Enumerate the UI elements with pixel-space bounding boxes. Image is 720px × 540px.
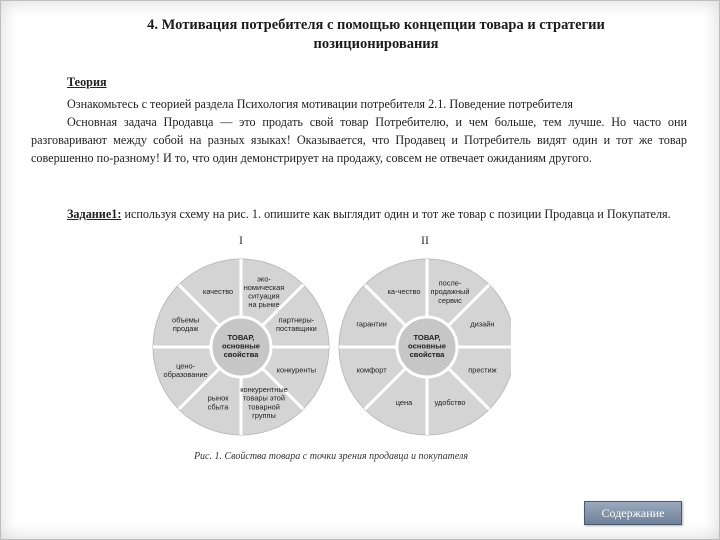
- seller-segment-label: конкуренты: [276, 365, 317, 375]
- seller-segment-label: качество: [202, 287, 234, 297]
- theory-heading: Теория: [67, 75, 107, 89]
- buyer-segment-label: престиж: [468, 365, 497, 375]
- buyer-segment-label: гарантии: [356, 319, 387, 329]
- title-line-1: 4. Мотивация потребителя с помощью концепции товара и стратегии: [147, 17, 605, 33]
- task-text: используя схему на рис. 1. опишите как выглядит один и тот же товар с позиции Продавца и Покупателя.: [121, 207, 671, 221]
- diagram-label-ii: II: [421, 233, 429, 247]
- buyer-segment-label: комфорт: [356, 365, 387, 375]
- seller-segment-label: группы: [252, 410, 276, 420]
- buyer-center-label: ТОВАР,: [413, 333, 441, 342]
- seller-center-label: ТОВАР,: [227, 333, 255, 342]
- task-label: Задание1:: [67, 207, 122, 221]
- buyer-segment-label: удобство: [434, 398, 466, 407]
- buyer-segment-label: цена: [395, 398, 413, 407]
- contents-button[interactable]: Содержание: [584, 501, 682, 525]
- buyer-segment-label: дизайн: [470, 319, 495, 329]
- seller-segment-label: ситуация: [248, 291, 280, 301]
- seller-center-label: свойства: [223, 350, 259, 359]
- buyer-segment-label: сервис: [438, 295, 462, 305]
- seller-segment-label: объемы: [171, 315, 200, 325]
- buyer-segment-label: после-: [438, 278, 462, 288]
- buyer-segment-label: продажный: [430, 287, 470, 297]
- task-paragraph: [31, 205, 687, 223]
- seller-segment-label: продаж: [172, 323, 199, 333]
- buyer-center-label: основные: [408, 341, 446, 351]
- wheel-buyer: [339, 259, 511, 435]
- seller-segment-label: товарной: [248, 402, 280, 412]
- seller-segment-label: конкурентные: [240, 385, 288, 395]
- figure-caption: Рис. 1. Свойства товара с точки зрения продавца и покупателя: [193, 451, 469, 462]
- seller-segment-label: товары этой: [243, 393, 285, 403]
- seller-segment-label: на рынке: [248, 300, 280, 310]
- buyer-center-label: свойства: [409, 350, 445, 359]
- seller-segment-label: цено-: [176, 361, 196, 371]
- seller-segment-label: номическая: [243, 282, 285, 292]
- wheel-diagram: [151, 233, 511, 447]
- buyer-segment-label: ка-чество: [387, 287, 421, 297]
- wheel-seller: [153, 259, 329, 435]
- seller-segment-label: партнеры-: [278, 315, 315, 325]
- seller-segment-label: рынок: [207, 393, 229, 403]
- title-line-2: позиционирования: [313, 36, 439, 52]
- seller-segment-label: поставщики: [276, 323, 317, 333]
- seller-segment-label: эко-: [257, 274, 271, 284]
- page-title: [61, 16, 691, 54]
- seller-center-label: основные: [222, 341, 260, 351]
- diagram-label-i: I: [239, 233, 243, 247]
- intro-text: Ознакомьтесь с теорией раздела Психология мотивации потребителя 2.1. Поведение потребителя: [67, 97, 573, 111]
- seller-segment-label: образование: [163, 369, 208, 379]
- main-text: Основная задача Продавца — это продать свой товар Потребителю, и чем больше, тем лучше. Но часто они разговаривают между собой на разных языках! Оказывается, что Продавец и Потребитель видят один и тот же товар совершенно по-разному! И то, что один демонстрирует на продажу, совсем не отвечает ожиданиям другого.: [31, 115, 687, 165]
- seller-segment-label: сбыта: [207, 402, 229, 412]
